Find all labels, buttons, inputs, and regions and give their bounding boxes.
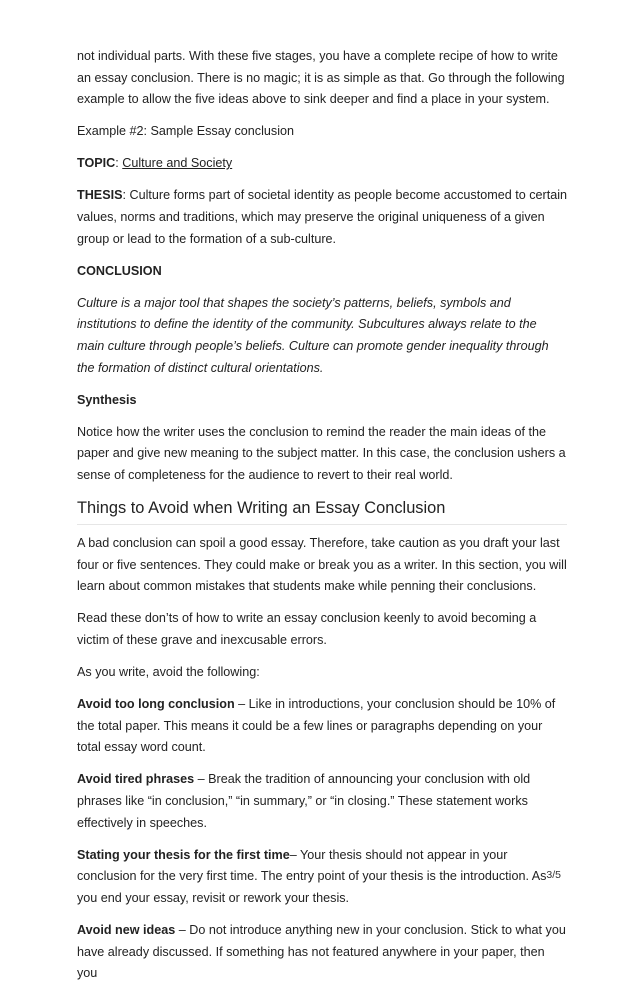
avoid-item-text: – Your thesis should not appear in your conclusion for the very first time. The entry point of your thesis is the introduction. As you end your essay, revisit or rework your thesis. bbox=[77, 847, 547, 905]
avoid-item-label: Avoid tired phrases bbox=[77, 772, 195, 787]
example-heading: Example #2: Sample Essay conclusion bbox=[77, 124, 295, 139]
thesis-text: : Culture forms part of societal identity as people become accustomed to certain values, norms and traditions, which may preserve the original uniqueness of a given group or lead to the formation of a sub-culture. bbox=[77, 188, 568, 246]
avoid-item bbox=[77, 845, 567, 910]
page-number: 3/5 bbox=[546, 869, 561, 881]
avoid-item-text: – Do not introduce anything new in your conclusion. Stick to what you have already discussed. If something has not featured anywhere in your paper, then you bbox=[77, 923, 566, 981]
document-page bbox=[77, 46, 567, 995]
section-heading: Things to Avoid when Writing an Essay Conclusion bbox=[77, 497, 567, 525]
section-paragraph-3: As you write, avoid the following: bbox=[77, 665, 260, 680]
conclusion-text: Culture is a major tool that shapes the society’s patterns, beliefs, symbols and institutions to define the identity of the community. Subcultures always relate to the main culture through people’s beliefs. Culture can promote gender inequality through the formation of distinct cultural orientations. bbox=[77, 295, 549, 375]
section-paragraph-2: Read these don’ts of how to write an essay conclusion keenly to avoid becoming a victim of these grave and inexcusable errors. bbox=[77, 611, 537, 647]
avoid-item-text: – Like in introductions, your conclusion should be 10% of the total paper. This means it could be a few lines or paragraphs depending on your total essay word count. bbox=[77, 697, 556, 755]
avoid-item-label: Avoid new ideas bbox=[77, 923, 176, 937]
avoid-item bbox=[77, 694, 567, 759]
section-paragraph-1: A bad conclusion can spoil a good essay. Therefore, take caution as you draft your last four or five sentences. They could make or break you as a writer. In this section, you will learn about common mistakes that students make while penning their conclusions. bbox=[77, 536, 567, 594]
topic-separator: : bbox=[115, 156, 123, 171]
conclusion-label: CONCLUSION bbox=[77, 263, 162, 278]
synthesis-label: Synthesis bbox=[77, 392, 137, 407]
thesis-label: THESIS bbox=[77, 188, 123, 203]
thesis-paragraph bbox=[77, 185, 567, 250]
intro-paragraph: not individual parts. With these five stages, you have a complete recipe of how to write an essay conclusion. There is no magic; it is as simple as that. Go through the following example to allow the five ideas above to sink deeper and find a place in your system. bbox=[77, 49, 565, 107]
avoid-item bbox=[77, 920, 567, 985]
topic-value: Culture and Society bbox=[122, 156, 233, 171]
topic-line bbox=[77, 153, 567, 175]
avoid-item-label: Avoid too long conclusion bbox=[77, 697, 235, 712]
avoid-item bbox=[77, 769, 567, 834]
avoid-item-text: – Break the tradition of announcing your conclusion with old phrases like “in conclusion,” “in summary,” or “in closing.” These statement works effectively in speeches. bbox=[77, 772, 531, 830]
synthesis-text: Notice how the writer uses the conclusion to remind the reader the main ideas of the paper and give new meaning to the subject matter. In this case, the conclusion ushers a sense of completeness for the audience to revert to their real world. bbox=[77, 424, 566, 482]
topic-label: TOPIC bbox=[77, 156, 116, 171]
avoid-item-label: Stating your thesis for the first time bbox=[77, 847, 290, 862]
